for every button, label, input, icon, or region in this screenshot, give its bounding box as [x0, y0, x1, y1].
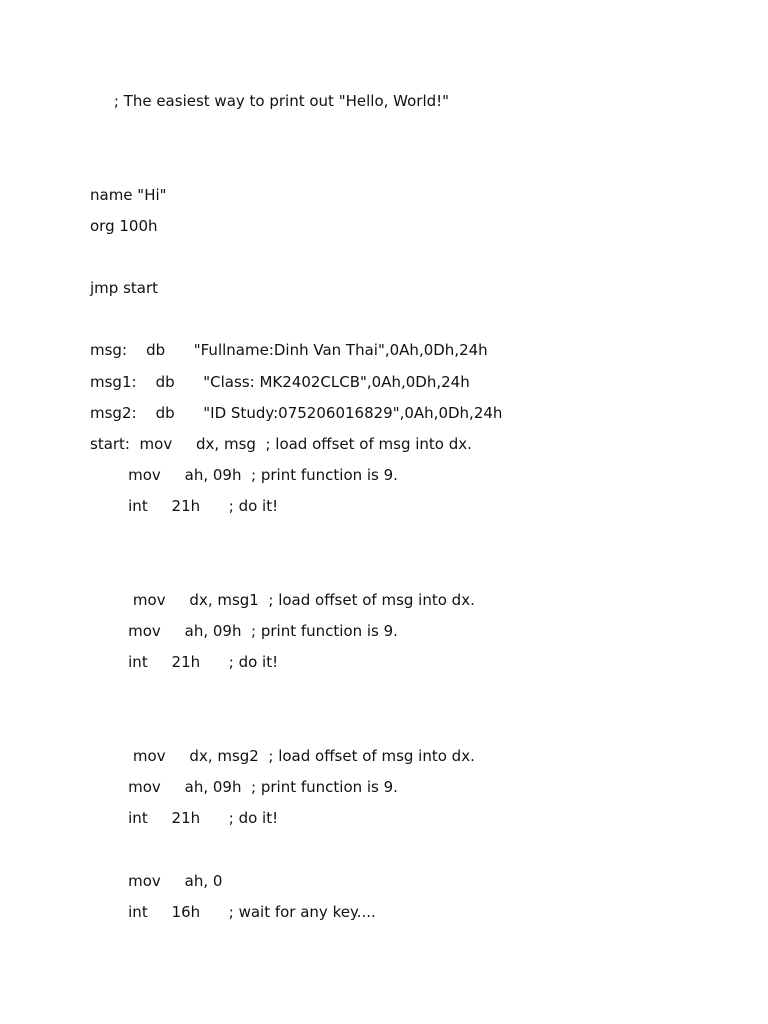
code-line: mov ah, 09h ; print function is 9. — [90, 622, 398, 640]
code-line: msg2: db "ID Study:075206016829",0Ah,0Dh,24h — [90, 404, 503, 422]
code-line: msg1: db "Class: MK2402CLCB",0Ah,0Dh,24h — [90, 373, 470, 391]
code-line: msg: db "Fullname:Dinh Van Thai",0Ah,0Dh,24h — [90, 341, 488, 359]
code-line: mov ah, 0 — [90, 872, 223, 890]
code-line: int 16h ; wait for any key.... — [90, 903, 376, 921]
code-line: mov dx, msg1 ; load offset of msg into dx. — [90, 591, 475, 609]
comment-line: ; The easiest way to print out "Hello, World!" — [90, 92, 450, 110]
code-line: org 100h — [90, 217, 158, 235]
code-line: int 21h ; do it! — [90, 653, 279, 671]
code-line: mov dx, msg2 ; load offset of msg into dx. — [90, 747, 475, 765]
code-line: int 21h ; do it! — [90, 809, 279, 827]
code-line: mov ah, 09h ; print function is 9. — [90, 778, 398, 796]
code-line: mov ah, 09h ; print function is 9. — [90, 466, 398, 484]
code-line: name "Hi" — [90, 186, 167, 204]
code-line: jmp start — [90, 279, 159, 297]
code-line: start: mov dx, msg ; load offset of msg into dx. — [90, 435, 472, 453]
code-line: int 21h ; do it! — [90, 497, 279, 515]
